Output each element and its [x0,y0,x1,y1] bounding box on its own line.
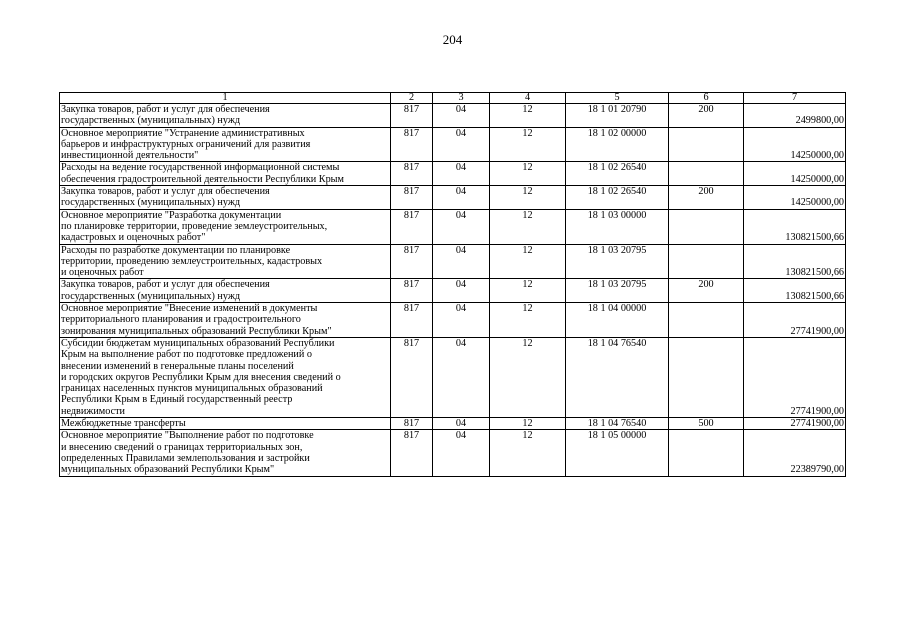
row-target-article: 18 1 04 00000 [566,303,669,338]
row-name: Закупка товаров, работ и услуг для обеспечения государственных (муниципальных) нужд [60,104,391,128]
row-target-article: 18 1 02 26540 [566,162,669,186]
row-section-code: 04 [433,127,490,162]
table-row [60,104,846,128]
row-subsection-code: 12 [490,186,566,210]
row-expense-type [669,244,744,279]
row-subsection-code: 12 [490,244,566,279]
table-row [60,418,846,430]
row-name: Расходы по разработке документации по планировке территории, проведению землеустроительных, кадастровых и оценочных работ [60,244,391,279]
page-number: 204 [442,32,463,47]
row-amount: 27741900,00 [744,418,846,430]
row-target-article: 18 1 02 26540 [566,186,669,210]
row-amount: 2499800,00 [744,104,846,128]
row-subsection-code: 12 [490,104,566,128]
row-subsection-code: 12 [490,162,566,186]
budget-table [59,92,846,477]
row-target-article: 18 1 03 20795 [566,279,669,303]
column-header: 6 [669,93,744,104]
row-subsection-code: 12 [490,303,566,338]
header-row [60,93,846,104]
table-row [60,127,846,162]
row-grbs-code: 817 [391,186,433,210]
row-target-article: 18 1 01 20790 [566,104,669,128]
row-target-article: 18 1 03 00000 [566,209,669,244]
row-name: Закупка товаров, работ и услуг для обеспечения государственных (муниципальных) нужд [60,186,391,210]
row-subsection-code: 12 [490,430,566,476]
row-name: Основное мероприятие "Внесение изменений в документы территориального планирования и градостроительного зонирования муниципальных образований Республики Крым" [60,303,391,338]
row-target-article: 18 1 05 00000 [566,430,669,476]
row-subsection-code: 12 [490,127,566,162]
row-grbs-code: 817 [391,127,433,162]
row-expense-type [669,303,744,338]
row-amount: 14250000,00 [744,127,846,162]
row-name: Расходы на ведение государственной информационной системы обеспечения градостроительной деятельности Республики Крым [60,162,391,186]
row-expense-type [669,209,744,244]
row-grbs-code: 817 [391,303,433,338]
row-grbs-code: 817 [391,162,433,186]
row-section-code: 04 [433,244,490,279]
row-amount: 130821500,66 [744,209,846,244]
row-name: Основное мероприятие "Выполнение работ по подготовке и внесению сведений о границах территориальных зон, определенных Правилами землепользования и застройки муниципальных образований Республики Крым" [60,430,391,476]
row-expense-type: 200 [669,186,744,210]
row-amount: 130821500,66 [744,244,846,279]
table-row [60,244,846,279]
row-expense-type: 500 [669,418,744,430]
row-grbs-code: 817 [391,337,433,417]
row-amount: 130821500,66 [744,279,846,303]
row-section-code: 04 [433,162,490,186]
row-expense-type: 200 [669,279,744,303]
table-row [60,162,846,186]
row-subsection-code: 12 [490,337,566,417]
table-row [60,279,846,303]
column-header: 1 [60,93,391,104]
row-section-code: 04 [433,279,490,303]
row-section-code: 04 [433,186,490,210]
row-expense-type [669,127,744,162]
column-header: 3 [433,93,490,104]
row-target-article: 18 1 03 20795 [566,244,669,279]
row-amount: 14250000,00 [744,162,846,186]
row-target-article: 18 1 02 00000 [566,127,669,162]
row-name: Межбюджетные трансферты [60,418,391,430]
row-grbs-code: 817 [391,279,433,303]
row-target-article: 18 1 04 76540 [566,337,669,417]
row-grbs-code: 817 [391,430,433,476]
row-subsection-code: 12 [490,418,566,430]
row-amount: 27741900,00 [744,337,846,417]
row-name: Основное мероприятие "Разработка документации по планировке территории, проведение землеустроительных, кадастровых и оценочных работ" [60,209,391,244]
row-subsection-code: 12 [490,209,566,244]
row-subsection-code: 12 [490,279,566,303]
table-row [60,430,846,476]
row-name: Основное мероприятие "Устранение административных барьеров и инфраструктурных ограничений для развития инвестиционной деятельности" [60,127,391,162]
table-body [60,104,846,477]
row-grbs-code: 817 [391,209,433,244]
row-name: Закупка товаров, работ и услуг для обеспечения государственных (муниципальных) нужд [60,279,391,303]
row-section-code: 04 [433,303,490,338]
row-expense-type [669,337,744,417]
row-amount: 14250000,00 [744,186,846,210]
row-amount: 22389790,00 [744,430,846,476]
row-amount: 27741900,00 [744,303,846,338]
table-row [60,186,846,210]
row-section-code: 04 [433,337,490,417]
row-grbs-code: 817 [391,418,433,430]
row-section-code: 04 [433,209,490,244]
table-row [60,337,846,417]
row-section-code: 04 [433,418,490,430]
row-section-code: 04 [433,430,490,476]
row-name: Субсидии бюджетам муниципальных образований Республики Крым на выполнение работ по подготовке предложений о внесении изменений в генеральные планы поселений и городских округов Республики Крым для внесения сведений о границах населенных пунктов муниципальных образований Республики Крым в Единый государственный реестр недвижимости [60,337,391,417]
table-row [60,209,846,244]
column-header: 4 [490,93,566,104]
column-header: 5 [566,93,669,104]
column-header: 2 [391,93,433,104]
row-grbs-code: 817 [391,244,433,279]
row-expense-type [669,162,744,186]
column-header: 7 [744,93,846,104]
table-row [60,303,846,338]
row-expense-type: 200 [669,104,744,128]
row-section-code: 04 [433,104,490,128]
row-grbs-code: 817 [391,104,433,128]
row-expense-type [669,430,744,476]
row-target-article: 18 1 04 76540 [566,418,669,430]
